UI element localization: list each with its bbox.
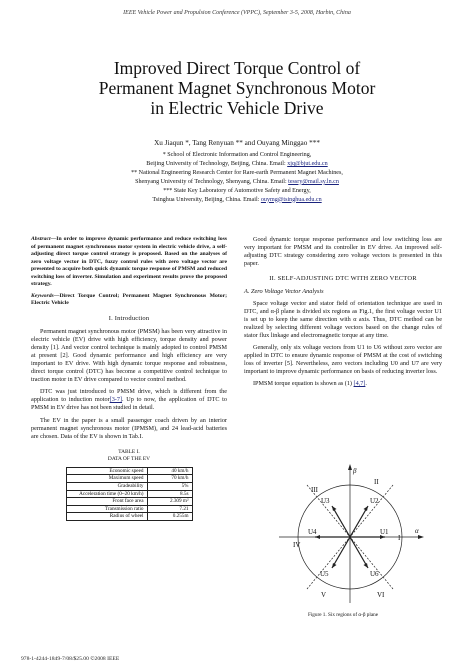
paragraph-text: IPMSM torque equation is shown as (1): [253, 380, 354, 388]
keywords: Keywords—Direct Torque Control; Permanent Magnet Synchronous Motor; Electric Vehicle: [31, 292, 227, 306]
table-cell: 8.5s: [147, 490, 192, 498]
arrow-head: [348, 464, 352, 470]
author-list: Xu Jiaqun *, Tang Renyuan ** and Ouyang Minggao ***: [154, 139, 320, 147]
u4-label: U4: [308, 528, 317, 536]
affiliation-line: [70, 160, 404, 169]
region-label: VI: [377, 591, 385, 599]
affiliations: [70, 151, 404, 204]
region-label: V: [321, 591, 327, 599]
copyright-footer: 978-1-4244-1849-7/08/$25.00 ©2008 IEEE: [21, 656, 120, 662]
paragraph: [244, 380, 442, 388]
table-row: [66, 505, 192, 513]
table-row: [66, 498, 192, 506]
email-link[interactable]: tessry@mail.sy.ln.cn: [288, 178, 339, 185]
paragraph: Good dynamic torque response performance and low switching loss are very important for PMSM and its controller in EV drive. An improved self-adjusting DTC strategy considering zero voltage vectors is presented in this paper.: [244, 236, 442, 268]
region-label: IV: [293, 541, 301, 549]
table-cell: 5%: [147, 483, 192, 491]
table-row: [66, 475, 192, 483]
u1-label: U1: [380, 528, 389, 536]
figure-caption: Figure 1. Six regions of α-β plane: [307, 612, 379, 618]
beta-label: β: [353, 467, 357, 475]
table-cell: 7.21: [147, 505, 192, 513]
table-cell: Front face area: [66, 498, 147, 506]
table-cell: 70 km/h: [147, 475, 192, 483]
paragraph: Space voltage vector and stator field of orientation technique are used in DTC, and α-β plane is divided six regions as Fig.1, the first voltage vector U1 is set up to keep the same direction with α axis. Thus, DTC method can be realized by selecting different voltage vectors based on the change rules of stator flux linkage and electromagnetic torque at any time.: [244, 299, 442, 339]
arrow-head: [332, 563, 337, 568]
paragraph-text: .: [365, 380, 367, 388]
section-heading-introduction: I. Introduction: [108, 314, 150, 322]
paragraph: [31, 388, 227, 412]
affiliation-line: [70, 169, 404, 178]
paragraph: Permanent magnet synchronous motor (PMSM) has been very attractive in electric vehicle (EV) drive with high efficiency, torque density and power density [1]. And vector control technique is mainly adopted to control PMSM at present [2]. Good dynamic performance and high efficiency are very important to EV drive. With high dynamic torque response and robustness, direct torque control (DTC) has become a competitive control technique to traction motor in EV drive compared to vector control method.: [31, 327, 227, 384]
section-heading-self-adjusting-dtc: II. SELF-ADJUSTING DTC WITH ZERO VECTOR: [269, 275, 417, 283]
left-column: [31, 236, 227, 521]
affiliation-line: [70, 196, 404, 205]
table-cell: Radius of wheel: [66, 513, 147, 521]
table-row: [66, 467, 192, 475]
affiliation-text: Tsinghua University, Beijing, China. Email:: [152, 196, 261, 203]
paragraph: The EV in the paper is a small passenger coach driven by an interior permanent magnet synchronous motor (IPMSM), and 24 lead-acid batteries are chosen. Data of the EV is shown in Tab.I.: [31, 416, 227, 440]
paper-title: [20, 58, 454, 118]
table-cell: Economic speed: [66, 467, 147, 475]
email-link[interactable]: xjq@bjut.edu.cn: [287, 160, 328, 167]
u3-label: U3: [321, 497, 330, 505]
table-caption: [31, 449, 227, 463]
u5-label: U5: [320, 570, 329, 578]
affiliation-line: [70, 187, 404, 196]
abstract: Abstract—In order to improve dynamic performance and reduce switching loss of permanent magnet synchronous motor system in electric vehicle drive, a self-adjusting direct torque control strategy is proposed. Based on the analyses of zero voltage vector in DTC, fuzzy control rules with zero voltage vector are presented to acquire both quick dynamic torque response of PMSM and reduced switching loss of inverter. Simulation and experiment results prove the proposed strategy.: [31, 236, 227, 287]
table-cell: Maximum speed: [66, 475, 147, 483]
table-caption-line: DATA OF THE EV: [107, 455, 151, 462]
table-caption-line: TABLE I.: [118, 448, 140, 455]
region-label: I: [398, 534, 401, 542]
citation-link[interactable]: [4,7]: [353, 380, 366, 388]
running-header: IEEE Vehicle Power and Propulsion Conference (VPPC), September 3-5, 2008, Harbin, China: [123, 10, 351, 16]
arrow-head: [364, 563, 369, 568]
abstract-label: Abstract: [31, 236, 51, 242]
paragraph: [244, 344, 442, 376]
abstract-text: In order to improve dynamic performance and reduce switching loss of permanent magnet synchronous motor system in electric vehicle drive, a self-adjusting direct torque control strategy is proposed. Based on the analyses of zero voltage vector in DTC, fuzzy control rules with zero voltage vector are presented to acquire both quick dynamic torque response of PMSM and reduced switching loss of inverter. Simulation and experiment results prove the proposed strategy.: [31, 236, 227, 287]
table-cell: Gradeability: [66, 483, 147, 491]
affiliation-text: ** National Engineering Research Center for Rare-earth Permanent Magnet Machines,: [131, 169, 343, 176]
affiliation-text: * School of Electronic Information and Control Engineering,: [162, 152, 312, 158]
table-cell: Transmission ratio: [66, 505, 147, 513]
keywords-text: Direct Torque Control; Permanent Magnet Synchronous Motor; Electric Vehicle: [31, 292, 227, 306]
title-line: Permanent Magnet Synchronous Motor: [98, 78, 376, 98]
table-row: [66, 483, 192, 491]
email-link[interactable]: ouymg@tsinghua.edu.cn: [260, 196, 322, 203]
region-label: II: [374, 478, 379, 486]
table-cell: Acceleration time (0~20 km/h): [66, 490, 147, 498]
right-column: [244, 236, 442, 393]
table-cell: 40 km/h: [147, 467, 192, 475]
u6-label: U6: [370, 570, 379, 578]
u2-label: U2: [370, 497, 379, 505]
title-line: Improved Direct Torque Control of: [113, 58, 361, 78]
table-row: [66, 490, 192, 498]
arrow-head: [364, 506, 369, 511]
table-cell: 0.255m: [147, 513, 192, 521]
paragraph-text: . Up to now, the application of DTC to PMSM in EV drive has not been studied in detail.: [31, 396, 227, 412]
subsection-heading: A. Zero Voltage Vector Analysis: [244, 288, 324, 296]
affiliation-text: Shenyang University of Technology, Shenyang, China. Email:: [135, 178, 289, 185]
affiliation-line: [70, 178, 404, 187]
ev-data-table: [66, 467, 193, 521]
keywords-label: Keywords: [31, 292, 54, 299]
six-regions-diagram: [275, 461, 425, 609]
region-label: III: [311, 486, 318, 494]
table-cell: 2.309 m²: [147, 498, 192, 506]
table-row: [66, 513, 192, 521]
alpha-label: α: [415, 527, 419, 535]
arrow-head: [332, 506, 337, 511]
title-line: in Electric Vehicle Drive: [150, 98, 324, 118]
affiliation-text: Beijing University of Technology, Beijing, China. Email:: [146, 160, 288, 167]
affiliation-text: *** State Key Laboratory of Automotive Safety and Energy,: [163, 187, 311, 194]
arrow-head: [418, 535, 424, 539]
paragraph-text: Generally, only six voltage vectors from U1 to U6 without zero vector are applied in DTC to ensure dynamic response of PMSM at the cost of switching loss of inverter [5]. Nevertheless, zero vectors including U0 and U7 are very important to improve dynamic performance on basis of reducing inverter loss.: [244, 344, 442, 376]
affiliation-line: [70, 151, 404, 160]
paragraph-text: DTC was just introduced to PMSM drive, which is different from the application to induction motor: [31, 388, 227, 404]
citation-link[interactable]: [3-7]: [109, 396, 123, 404]
